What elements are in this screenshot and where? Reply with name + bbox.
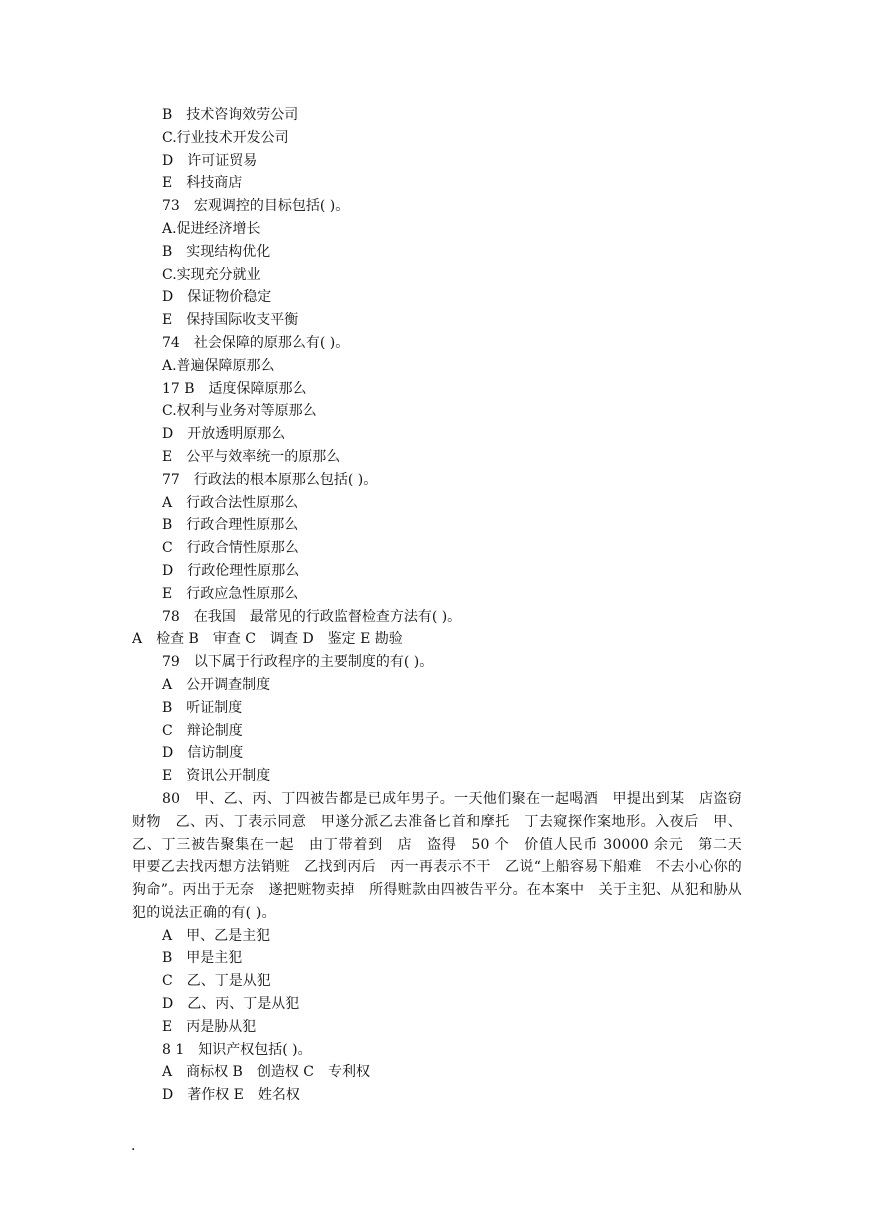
option-line: D 许可证贸易 [162, 152, 258, 169]
question-80-paragraph: 80 甲、乙、丙、丁四被告都是已成年男子。一天他们聚在一起喝酒 甲提出到某 店盗窃财物 乙、丙、丁表示同意 甲遂分派乙去准备匕首和摩托 丁去窥探作案地形。入夜后 甲、乙、丁三被告聚集在一起 由丁带着到 店 盗得 50 个 价值人民币 30000 余元 第二天 甲要乙去找丙想方法销赃 乙找到丙后 丙一再表示不干 乙说“上船容易下船难 不去小心你的狗命”。丙出于无奈 遂把赃物卖掉 所得赃款由四被告平分。在本案中 关于主犯、从犯和胁从犯的说法正确的有( )。 [132, 790, 757, 921]
option-line: A 公开调查制度 [162, 676, 271, 693]
option-line: B 技术咨询效劳公司 [162, 107, 299, 123]
option-line: C.行业技术开发公司 [162, 129, 289, 146]
option-line: D 行政伦理性原那么 [162, 562, 300, 579]
option-line: D 开放透明原那么 [162, 426, 286, 443]
question-74: 74 社会保障的原那么有( )。 [162, 334, 350, 351]
option-line: D 乙、丙、丁是从犯 [162, 996, 300, 1013]
question-77: 77 行政法的根本原那么包括( )。 [162, 471, 378, 488]
option-line: B 甲是主犯 [162, 950, 243, 967]
option-line: E 行政应急性原那么 [162, 585, 299, 602]
option-line: A 行政合法性原那么 [162, 494, 299, 511]
option-line: C 辩论制度 [162, 722, 243, 739]
question-81: 8 1 知识产权包括( )。 [162, 1041, 312, 1058]
option-line: 17 B 适度保障原那么 [162, 380, 307, 397]
option-line: E 丙是胁从犯 [162, 1018, 257, 1035]
footer-mark: . [131, 1138, 136, 1154]
option-line: D 著作权 E 姓名权 [162, 1087, 300, 1104]
option-line: B 行政合理性原那么 [162, 517, 299, 534]
option-line: C.权利与业务对等原那么 [162, 403, 317, 420]
option-line: E 保持国际收支平衡 [162, 312, 299, 329]
option-line: A.普遍保障原那么 [162, 357, 275, 374]
option-line: B 实现结构优化 [162, 243, 271, 260]
document-body [132, 104, 757, 1107]
option-line: A 甲、乙是主犯 [162, 927, 271, 944]
question-79: 79 以下属于行政程序的主要制度的有( )。 [162, 654, 434, 671]
question-78-options: A 检查 B 审查 C 调查 D 鉴定 E 勘验 [132, 631, 403, 648]
option-line: C 乙、丁是从犯 [162, 973, 271, 990]
option-line: D 信访制度 [162, 745, 244, 762]
option-line: A 商标权 B 创造权 C 专利权 [162, 1064, 371, 1081]
option-line: A.促进经济增长 [162, 220, 261, 237]
option-line: E 公平与效率统一的原那么 [162, 448, 341, 465]
option-line: E 科技商店 [162, 175, 243, 192]
option-line: B 听证制度 [162, 699, 243, 716]
option-line: C 行政合情性原那么 [162, 540, 299, 557]
question-78: 78 在我国 最常见的行政监督检查方法有( )。 [162, 608, 462, 625]
option-line: E 资讯公开制度 [162, 768, 271, 785]
question-73: 73 宏观调控的目标包括( )。 [162, 198, 350, 215]
option-line: D 保证物价稳定 [162, 289, 272, 306]
option-line: C.实现充分就业 [162, 266, 261, 283]
